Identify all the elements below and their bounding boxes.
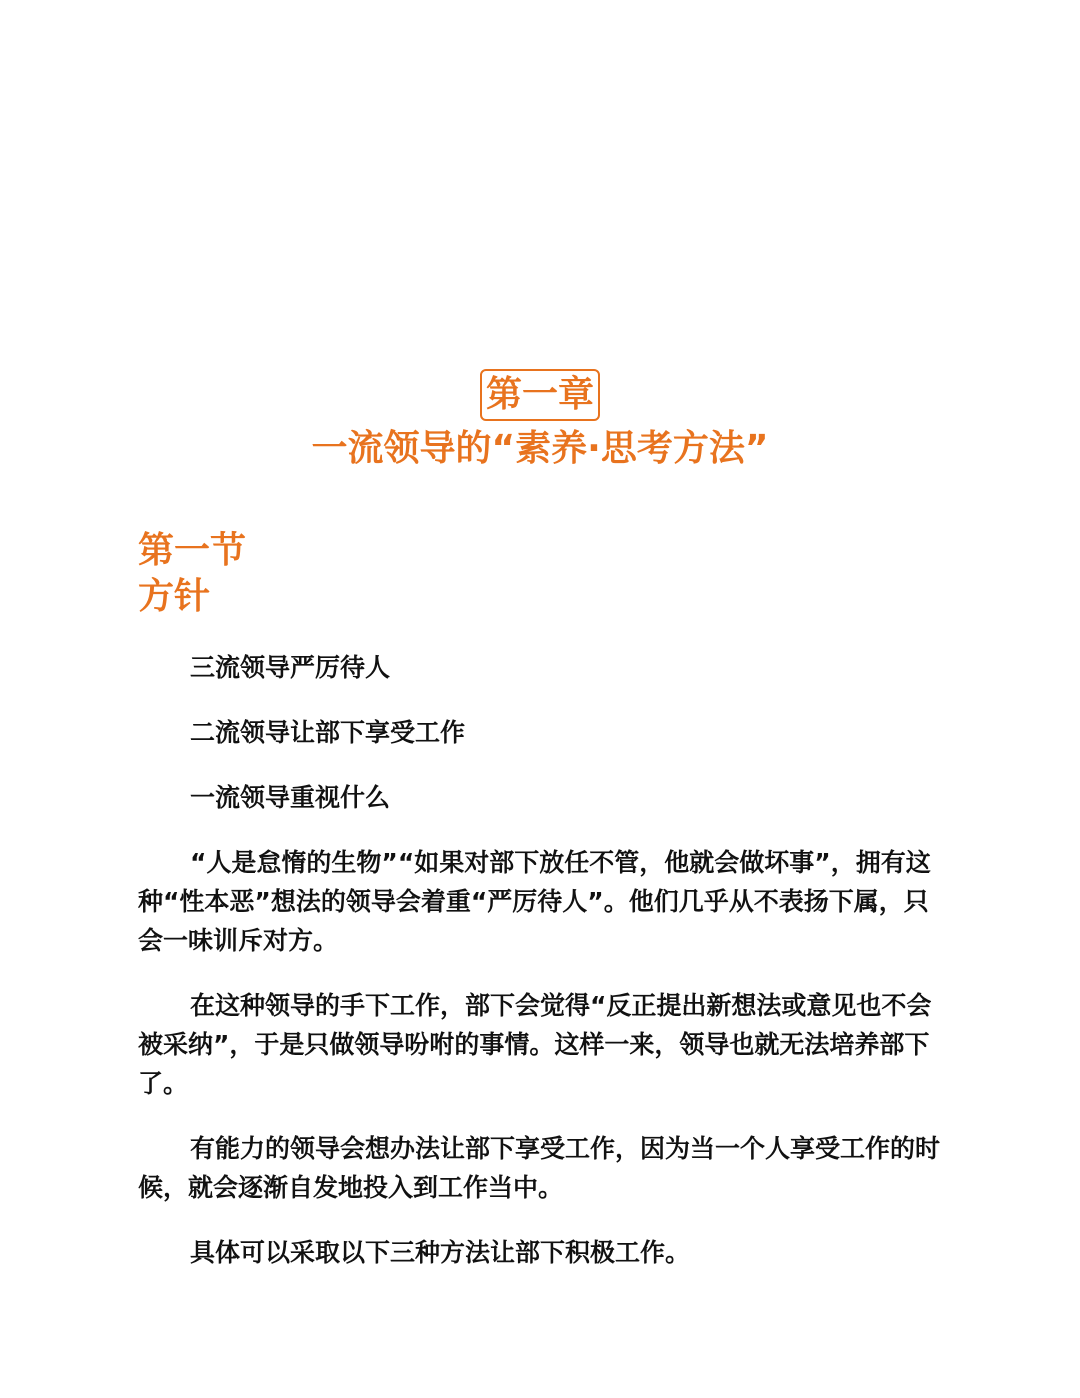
- body-text: [138, 648, 948, 1298]
- paragraph: 三流领导严厉待人: [190, 653, 391, 682]
- chapter-title: 一流领导的“素养·思考方法”: [311, 428, 769, 469]
- paragraph: 有能力的领导会想办法让部下享受工作，因为当一个人享受工作的时候，就会逐渐自发地投入到工作当中。: [138, 1134, 941, 1202]
- paragraph: “人是怠惰的生物”“如果对部下放任不管，他就会做坏事”，拥有这种“性本恶”想法的领导会着重“严厉待人”。他们几乎从不表扬下属，只会一味训斥对方。: [138, 848, 931, 955]
- paragraph: 二流领导让部下享受工作: [190, 718, 466, 747]
- paragraph: 在这种领导的手下工作，部下会觉得“反正提出新想法或意见也不会被采纳”，于是只做领导吩咐的事情。这样一来，领导也就无法培养部下了。: [138, 991, 932, 1098]
- section-title: 方针: [138, 576, 211, 617]
- paragraph: 一流领导重视什么: [190, 783, 391, 812]
- section-number: 第一节: [138, 530, 247, 571]
- chapter-header: [0, 369, 1080, 471]
- paragraph: 具体可以采取以下三种方法让部下积极工作。: [190, 1238, 691, 1267]
- section-heading: [138, 528, 246, 620]
- chapter-label: 第一章: [480, 369, 600, 421]
